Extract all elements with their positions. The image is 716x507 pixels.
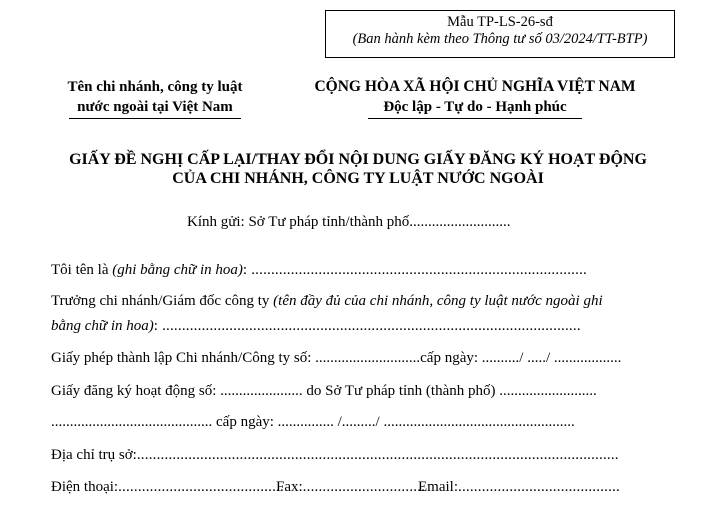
- email-group: [418, 478, 620, 496]
- phone-field[interactable]: ..........................................: [118, 479, 284, 495]
- national-title: CỘNG HÒA XÃ HỘI CHỦ NGHĨA VIỆT NAM: [314, 78, 636, 95]
- national-motto-underline: [368, 118, 582, 119]
- branch-name-underline: [69, 118, 241, 119]
- recipient-line: Kính gửi: Sở Tư pháp tỉnh/thành phố...........................: [187, 214, 511, 230]
- branch-name-header: [30, 77, 280, 119]
- form-code: Mẫu TP-LS-26-sđ: [447, 14, 553, 30]
- fax-field[interactable]: ...............................: [302, 479, 426, 495]
- national-motto: Độc lập - Tự do - Hạnh phúc: [383, 99, 567, 115]
- email-label: Email:: [418, 479, 458, 495]
- head-label: Trưởng chi nhánh/Giám đốc công ty: [51, 293, 274, 309]
- head-hint-2: bằng chữ in hoa): [51, 318, 154, 334]
- name-hint: (ghi bằng chữ in hoa): [112, 262, 243, 278]
- name-field[interactable]: : .....................................................................................: [242, 262, 587, 278]
- fax-group: [276, 478, 425, 496]
- head-field[interactable]: : ..........................................................................................................: [153, 318, 581, 334]
- form-code-box: [325, 10, 675, 58]
- name-row: [51, 261, 587, 279]
- address-row: [51, 446, 619, 464]
- email-field[interactable]: .........................................: [458, 479, 620, 495]
- phone-label: Điện thoại:: [51, 479, 119, 495]
- branch-name-line1: Tên chi nhánh, công ty luật: [67, 79, 243, 95]
- branch-name-line2: nước ngoài tại Việt Nam: [77, 99, 233, 115]
- contact-row: [51, 478, 284, 496]
- document-title: [20, 150, 696, 188]
- address-field[interactable]: ..........................................................................................................................: [136, 447, 619, 463]
- registration-date-row[interactable]: ........................................... cấp ngày: ............... /........./ ...................................................: [51, 414, 575, 430]
- name-label: Tôi tên là: [51, 262, 113, 278]
- head-hint-1: (tên đầy đủ của chi nhánh, công ty luật nước ngoài ghi: [273, 293, 603, 309]
- head-row-2: [51, 317, 581, 335]
- document-title-line1: GIẤY ĐỀ NGHỊ CẤP LẠI/THAY ĐỔI NỘI DUNG GIẤY ĐĂNG KÝ HOẠT ĐỘNG: [69, 151, 647, 168]
- form-issuance-note: (Ban hành kèm theo Thông tư số 03/2024/TT-BTP): [352, 31, 648, 48]
- fax-label: Fax:: [276, 479, 303, 495]
- registration-row[interactable]: Giấy đăng ký hoạt động số: ...................... do Sở Tư pháp tỉnh (thành phố) ..........................: [51, 383, 597, 399]
- national-header: [280, 77, 670, 119]
- license-row[interactable]: Giấy phép thành lập Chi nhánh/Công ty số: ............................cấp ngày: ........../ ...../ ..................: [51, 350, 622, 366]
- address-label: Địa chỉ trụ sở:: [51, 447, 137, 463]
- head-row: [51, 292, 603, 310]
- document-title-line2: CỦA CHI NHÁNH, CÔNG TY LUẬT NƯỚC NGOÀI: [172, 170, 544, 187]
